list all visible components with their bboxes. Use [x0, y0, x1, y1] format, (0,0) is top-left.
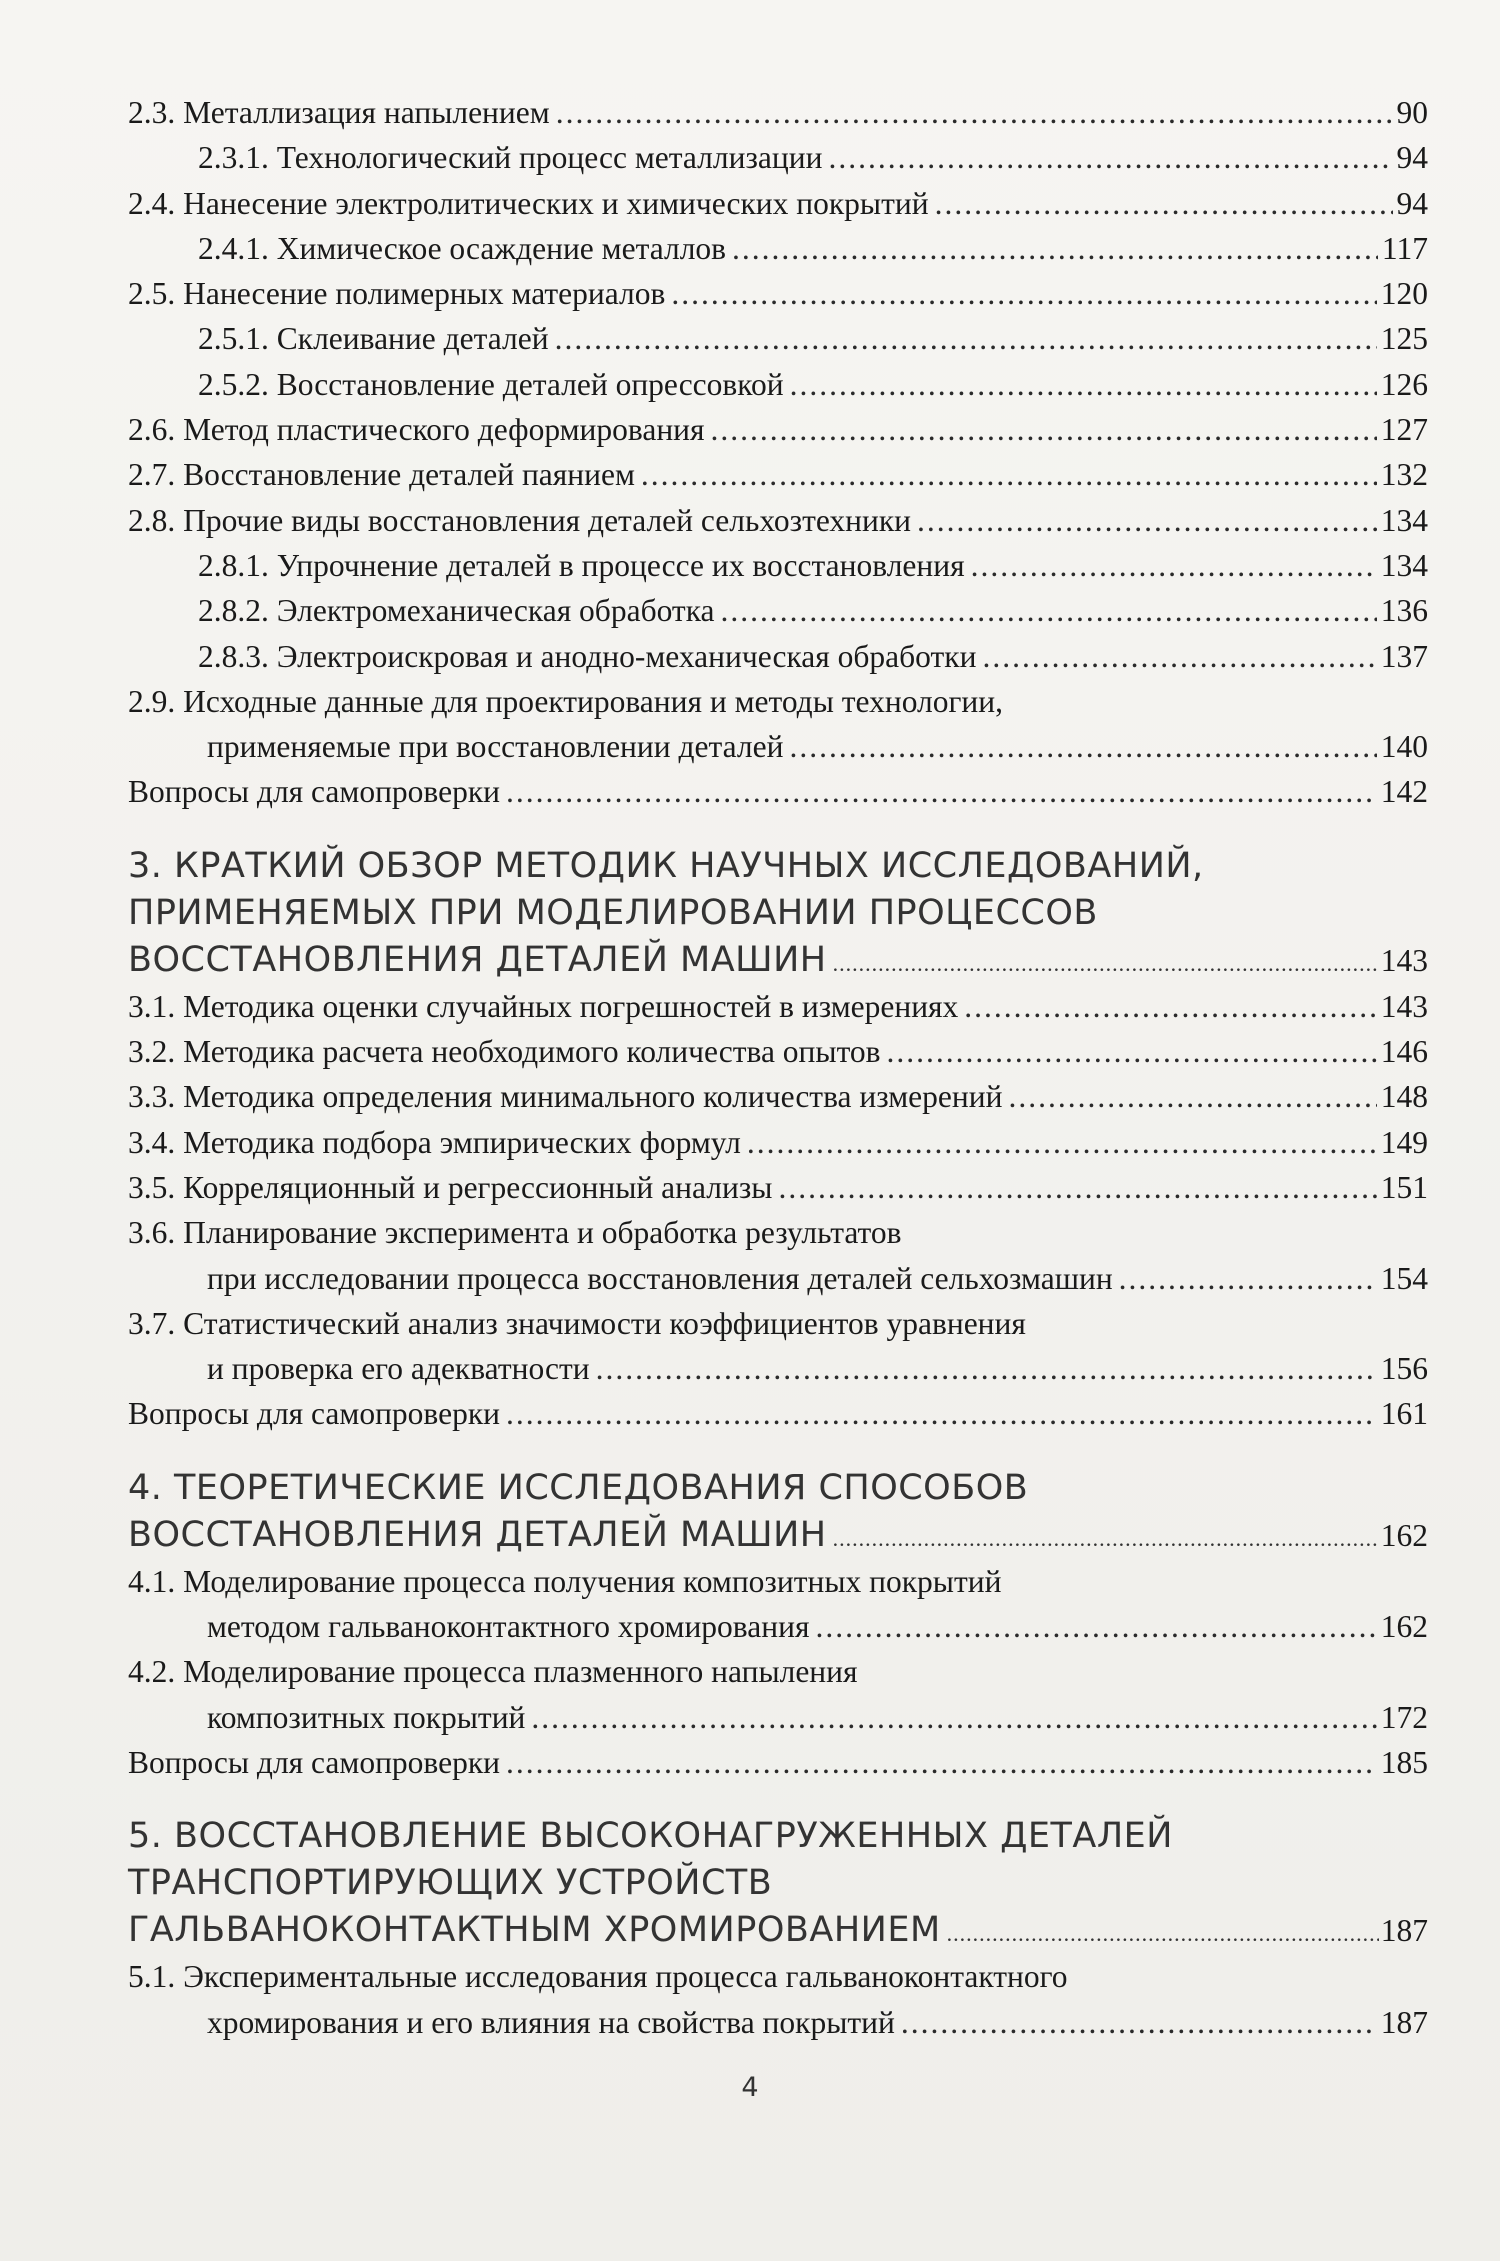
leader-dots — [506, 769, 1377, 814]
leader-dots — [833, 940, 1379, 984]
leader-dots — [971, 543, 1377, 588]
page-ref: 125 — [1380, 321, 1428, 357]
page-ref: 94 — [1396, 140, 1428, 176]
toc-entry[interactable]: 2.8. Прочие виды восстановления деталей сельхозтехники ..... 134 — [128, 498, 1428, 543]
page-ref: 149 — [1380, 1124, 1428, 1160]
chapter-heading[interactable]: ГАЛЬВАНОКОНТАКТНЫМ ХРОМИРОВАНИЕМ ..... 187 — [128, 1907, 1428, 1954]
leader-dots — [815, 1604, 1376, 1649]
chapter-heading[interactable]: ТРАНСПОРТИРУЮЩИХ УСТРОЙСТВ — [128, 1863, 773, 1904]
toc-entry[interactable]: 2.4.1. Химическое осаждение металлов ..... 117 — [128, 226, 1428, 271]
leader-dots — [947, 1910, 1379, 1954]
toc-entry-line1[interactable]: 3.7. Статистический анализ значимости коэффициентов уравнения — [128, 1305, 1026, 1341]
leader-dots — [789, 724, 1376, 769]
leader-dots — [721, 588, 1377, 633]
leader-dots — [917, 498, 1377, 543]
toc-entry[interactable]: 3.2. Методика расчета необходимого количества опытов ..... 146 — [128, 1029, 1428, 1074]
leader-dots — [641, 452, 1377, 497]
page-ref: 187 — [1380, 1913, 1428, 1949]
page-ref: 172 — [1380, 1699, 1428, 1735]
page-ref: 132 — [1380, 457, 1428, 493]
leader-dots — [531, 1695, 1376, 1740]
page-ref: 185 — [1380, 1744, 1428, 1780]
page-ref: 134 — [1380, 547, 1428, 583]
page-ref: 136 — [1380, 593, 1428, 629]
toc-entry[interactable]: 3.5. Корреляционный и регрессионный анализы ..... 151 — [128, 1165, 1428, 1210]
chapter-heading[interactable]: 5. ВОССТАНОВЛЕНИЕ ВЫСОКОНАГРУЖЕННЫХ ДЕТАЛЕЙ — [128, 1816, 1173, 1857]
leader-dots — [778, 1165, 1376, 1210]
page-ref: 134 — [1380, 502, 1428, 538]
leader-dots — [506, 1740, 1377, 1785]
toc-entry[interactable]: 2.4. Нанесение электролитических и химических покрытий ..... 94 — [128, 181, 1428, 226]
leader-dots — [506, 1391, 1377, 1436]
toc-entry[interactable]: композитных покрытий ..... 172 — [128, 1695, 1428, 1740]
chapter-heading[interactable]: ВОССТАНОВЛЕНИЯ ДЕТАЛЕЙ МАШИН ..... 143 — [128, 937, 1428, 984]
page-ref: 127 — [1380, 412, 1428, 448]
toc-entry[interactable]: применяемые при восстановлении деталей ..... 140 — [128, 724, 1428, 769]
leader-dots — [887, 1029, 1377, 1074]
leader-dots — [747, 1120, 1377, 1165]
leader-dots — [964, 984, 1376, 1029]
leader-dots — [732, 226, 1378, 271]
leader-dots — [711, 407, 1377, 452]
page-number: 4 — [741, 2072, 759, 2103]
toc-entry[interactable]: 2.3. Металлизация напылением ..... 90 — [128, 90, 1428, 135]
chapter-heading[interactable]: 4. ТЕОРЕТИЧЕСКИЕ ИССЛЕДОВАНИЯ СПОСОБОВ — [128, 1467, 1029, 1508]
toc-entry[interactable]: методом гальваноконтактного хромирования ..... 162 — [128, 1604, 1428, 1649]
toc-entry[interactable]: 2.8.3. Электроискровая и анодно-механическая обработки ..... 137 — [128, 634, 1428, 679]
toc-entry[interactable]: 3.1. Методика оценки случайных погрешностей в измерениях ..... 143 — [128, 984, 1428, 1029]
leader-dots — [935, 181, 1393, 226]
toc-entry[interactable]: 2.7. Восстановление деталей паянием ..... 132 — [128, 452, 1428, 497]
toc-entry[interactable]: 2.8.2. Электромеханическая обработка ..... 136 — [128, 588, 1428, 633]
toc-entry[interactable]: 2.5.2. Восстановление деталей опрессовкой ..... 126 — [128, 362, 1428, 407]
chapter-heading[interactable]: ПРИМЕНЯЕМЫХ ПРИ МОДЕЛИРОВАНИИ ПРОЦЕССОВ — [128, 892, 1098, 933]
toc-entry[interactable]: 2.8.1. Упрочнение деталей в процессе их восстановления ..... 134 — [128, 543, 1428, 588]
page-ref: 162 — [1380, 1609, 1428, 1645]
chapter-heading[interactable]: 3. КРАТКИЙ ОБЗОР МЕТОДИК НАУЧНЫХ ИССЛЕДОВАНИЙ, — [128, 845, 1204, 886]
toc-entry[interactable]: Вопросы для самопроверки ..... 161 — [128, 1391, 1428, 1436]
toc-entry[interactable]: 2.6. Метод пластического деформирования ..... 127 — [128, 407, 1428, 452]
chapter-heading[interactable]: ВОССТАНОВЛЕНИЯ ДЕТАЛЕЙ МАШИН ..... 162 — [128, 1512, 1428, 1559]
toc-entry-line1[interactable]: 2.9. Исходные данные для проектирования и методы технологии, — [128, 683, 1004, 719]
toc-entry[interactable]: хромирования и его влияния на свойства покрытий ..... 187 — [128, 2000, 1428, 2045]
toc-entry-line1[interactable]: 5.1. Экспериментальные исследования процесса гальваноконтактного — [128, 1959, 1068, 1995]
page-ref: 162 — [1380, 1517, 1428, 1553]
leader-dots — [790, 362, 1377, 407]
page-ref: 126 — [1380, 366, 1428, 402]
page-ref: 143 — [1380, 988, 1428, 1024]
page-ref: 187 — [1380, 2004, 1428, 2040]
page-ref: 137 — [1380, 638, 1428, 674]
leader-dots — [596, 1346, 1377, 1391]
toc-entry-line1[interactable]: 3.6. Планирование эксперимента и обработка результатов — [128, 1215, 902, 1251]
page-ref: 94 — [1396, 185, 1428, 221]
page-ref: 120 — [1380, 276, 1428, 312]
leader-dots — [982, 634, 1376, 679]
page-ref: 161 — [1380, 1396, 1428, 1432]
leader-dots — [555, 316, 1377, 361]
leader-dots — [833, 1515, 1379, 1559]
table-of-contents — [128, 90, 1428, 2045]
page-ref: 142 — [1380, 774, 1428, 810]
toc-entry[interactable]: 3.3. Методика определения минимального количества измерений ..... 148 — [128, 1074, 1428, 1119]
leader-dots — [828, 135, 1392, 180]
leader-dots — [1119, 1256, 1377, 1301]
toc-entry[interactable]: Вопросы для самопроверки ..... 142 — [128, 769, 1428, 814]
page-ref: 117 — [1381, 230, 1428, 266]
toc-entry[interactable]: 2.5.1. Склеивание деталей ..... 125 — [128, 316, 1428, 361]
leader-dots — [1008, 1074, 1376, 1119]
toc-entry-line1[interactable]: 4.2. Моделирование процесса плазменного напыления — [128, 1654, 858, 1690]
page-ref: 143 — [1380, 942, 1428, 978]
leader-dots — [671, 271, 1376, 316]
toc-entry[interactable]: 3.4. Методика подбора эмпирических формул ..... 149 — [128, 1120, 1428, 1165]
leader-dots — [556, 90, 1393, 135]
leader-dots — [901, 2000, 1377, 2045]
toc-entry[interactable]: 2.5. Нанесение полимерных материалов ..... 120 — [128, 271, 1428, 316]
page-ref: 148 — [1380, 1079, 1428, 1115]
toc-entry[interactable]: и проверка его адекватности ..... 156 — [128, 1346, 1428, 1391]
toc-entry-line1[interactable]: 4.1. Моделирование процесса получения композитных покрытий — [128, 1563, 1002, 1599]
page-ref: 151 — [1380, 1169, 1428, 1205]
page-ref: 154 — [1380, 1260, 1428, 1296]
toc-entry[interactable]: Вопросы для самопроверки ..... 185 — [128, 1740, 1428, 1785]
page-ref: 156 — [1380, 1351, 1428, 1387]
toc-entry[interactable]: 2.3.1. Технологический процесс металлизации ..... 94 — [128, 135, 1428, 180]
toc-entry[interactable]: при исследовании процесса восстановления деталей сельхозмашин ..... 154 — [128, 1256, 1428, 1301]
page-ref: 140 — [1380, 729, 1428, 765]
page-ref: 90 — [1396, 95, 1428, 130]
page-ref: 146 — [1380, 1034, 1428, 1070]
